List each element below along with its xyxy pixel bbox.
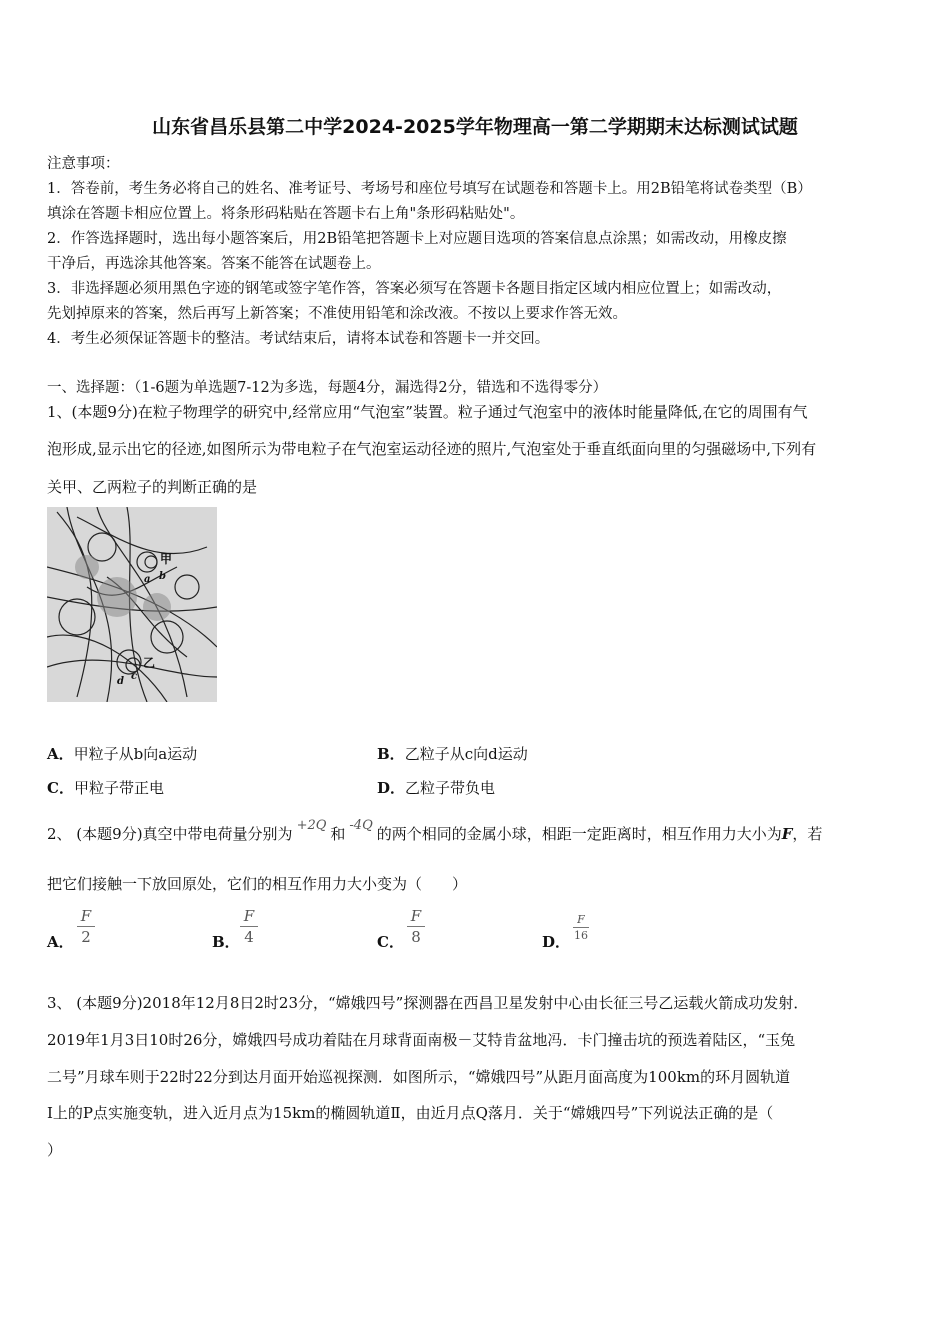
q2-suffix2: ，若 — [792, 825, 823, 843]
option-label: B． — [377, 745, 405, 763]
exam-title: 山东省昌乐县第二中学2024-2025学年物理高一第二学期期末达标测试试题 — [152, 116, 798, 138]
q2-option-a[interactable] — [47, 931, 74, 952]
q2-option-c-fraction — [407, 907, 425, 946]
q2-option-d-fraction — [573, 913, 589, 942]
bubble-chamber-photo — [47, 507, 217, 702]
q3-text: 2019年1月3日10时26分，嫦娥四号成功着陆在月球背面南极－艾特肯盆地冯．卡门撞击坑的预选着陆区，“玉兔 — [47, 1031, 796, 1049]
option-label: C． — [47, 779, 74, 797]
notice-line: 填涂在答题卡相应位置上。将条形码粘贴在答题卡右上角"条形码粘贴处"。 — [47, 206, 525, 222]
q2-force: F — [781, 825, 793, 843]
q2-and: 和 — [330, 825, 346, 843]
q1-text: 1、(本题9分)在粒子物理学的研究中,经常应用“气泡室”装置。粒子通过气泡室中的液体时能量降低,在它的周围有气 — [47, 403, 808, 421]
q2-option-a-fraction — [77, 907, 95, 946]
fraction-numerator: F — [80, 907, 92, 925]
figure-label-a: a — [144, 574, 151, 585]
fraction-denominator: 4 — [244, 928, 254, 946]
fraction-numerator: F — [577, 913, 585, 926]
option-text: 乙粒子带负电 — [405, 779, 496, 797]
q2-text-line2: 把它们接触一下放回原处，它们的相互作用力大小变为（ ） — [47, 875, 468, 893]
option-label: B． — [212, 933, 240, 951]
figure-label-c: c — [131, 671, 138, 682]
figure-label-yi: 乙 — [143, 656, 156, 670]
q2-option-c[interactable] — [377, 931, 404, 952]
figure-label-b: b — [159, 571, 166, 582]
q1-text: 泡形成,显示出它的径迹,如图所示为带电粒子在气泡室运动径迹的照片,气泡室处于垂直纸面向里的匀强磁场中,下列有 — [47, 440, 817, 458]
q3-text: 3、 (本题9分)2018年12月8日2时23分，“嫦娥四号”探测器在西昌卫星发射中心由长征三号乙运载火箭成功发射． — [47, 994, 809, 1012]
notice-line: 2．作答选择题时，选出每小题答案后，用2B铅笔把答题卡上对应题目选项的答案信息点涂黑；如需改动，用橡皮擦 — [47, 231, 787, 247]
option-text: 乙粒子从c向d运动 — [404, 745, 528, 763]
notice-line: 干净后，再选涂其他答案。答案不能答在试题卷上。 — [47, 256, 381, 272]
q1-option-a[interactable] — [47, 743, 197, 764]
q1-text: 关甲、乙两粒子的判断正确的是 — [47, 478, 258, 496]
notice-heading: 注意事项： — [47, 156, 120, 172]
notice-line: 4．考生必须保证答题卡的整洁。考试结束后，请将本试卷和答题卡一并交回。 — [47, 331, 550, 347]
fraction-denominator: 8 — [411, 928, 421, 946]
fraction-numerator: F — [410, 907, 422, 925]
option-label: D． — [377, 779, 406, 797]
fraction-denominator: 16 — [574, 929, 588, 942]
notice-line: 1．答卷前，考生务必将自己的姓名、准考证号、考场号和座位号填写在试题卷和答题卡上。用2B铅笔将试卷类型（B） — [47, 181, 812, 197]
q1-option-d[interactable] — [377, 777, 495, 798]
q2-option-b[interactable] — [212, 931, 240, 952]
section-heading: 一、选择题：（1-6题为单选题7-12为多选，每题4分，漏选得2分，错选和不选得零分） — [47, 380, 608, 396]
fraction-numerator: F — [243, 907, 255, 925]
option-text: 甲粒子从b向a运动 — [73, 745, 198, 763]
q1-option-c[interactable] — [47, 777, 164, 798]
q2-prefix: 2、 (本题9分)真空中带电荷量分别为 — [47, 825, 293, 843]
q3-text: Ⅰ上的P点实施变轨，进入近月点为15km的椭圆轨道Ⅱ，由近月点Q落月．关于“嫦娥四号”下列说法正确的是（ — [47, 1104, 774, 1122]
figure-label-jia: 甲 — [160, 552, 173, 566]
option-text: 甲粒子带正电 — [73, 779, 164, 797]
q2-suffix: 的两个相同的金属小球，相距一定距离时，相互作用力大小为 — [376, 825, 782, 843]
figure-label-d: d — [117, 676, 124, 687]
q3-text: 二号”月球车则于22时22分到达月面开始巡视探测．如图所示，“嫦娥四号”从距月面高度为100km的环月圆轨道 — [47, 1068, 791, 1086]
fraction-denominator: 2 — [81, 928, 91, 946]
notice-line: 先划掉原来的答案，然后再写上新答案；不准使用铅笔和涂改液。不按以上要求作答无效。 — [47, 306, 627, 322]
q2-text — [47, 818, 823, 844]
option-label: C． — [377, 933, 404, 951]
q2-option-b-fraction — [240, 907, 258, 946]
q2-charge1: +2Q — [296, 818, 327, 833]
q1-option-b[interactable] — [377, 743, 528, 764]
notice-line: 3．非选择题必须用黑色字迹的钢笔或签字笔作答，答案必须写在答题卡各题目指定区域内相应位置上；如需改动， — [47, 281, 782, 297]
q2-option-d[interactable] — [542, 931, 570, 952]
option-label: D． — [542, 933, 571, 951]
q3-text: ） — [47, 1141, 63, 1159]
q2-charge2: -4Q — [349, 818, 373, 833]
option-label: A． — [47, 933, 74, 951]
option-label: A． — [47, 745, 74, 763]
